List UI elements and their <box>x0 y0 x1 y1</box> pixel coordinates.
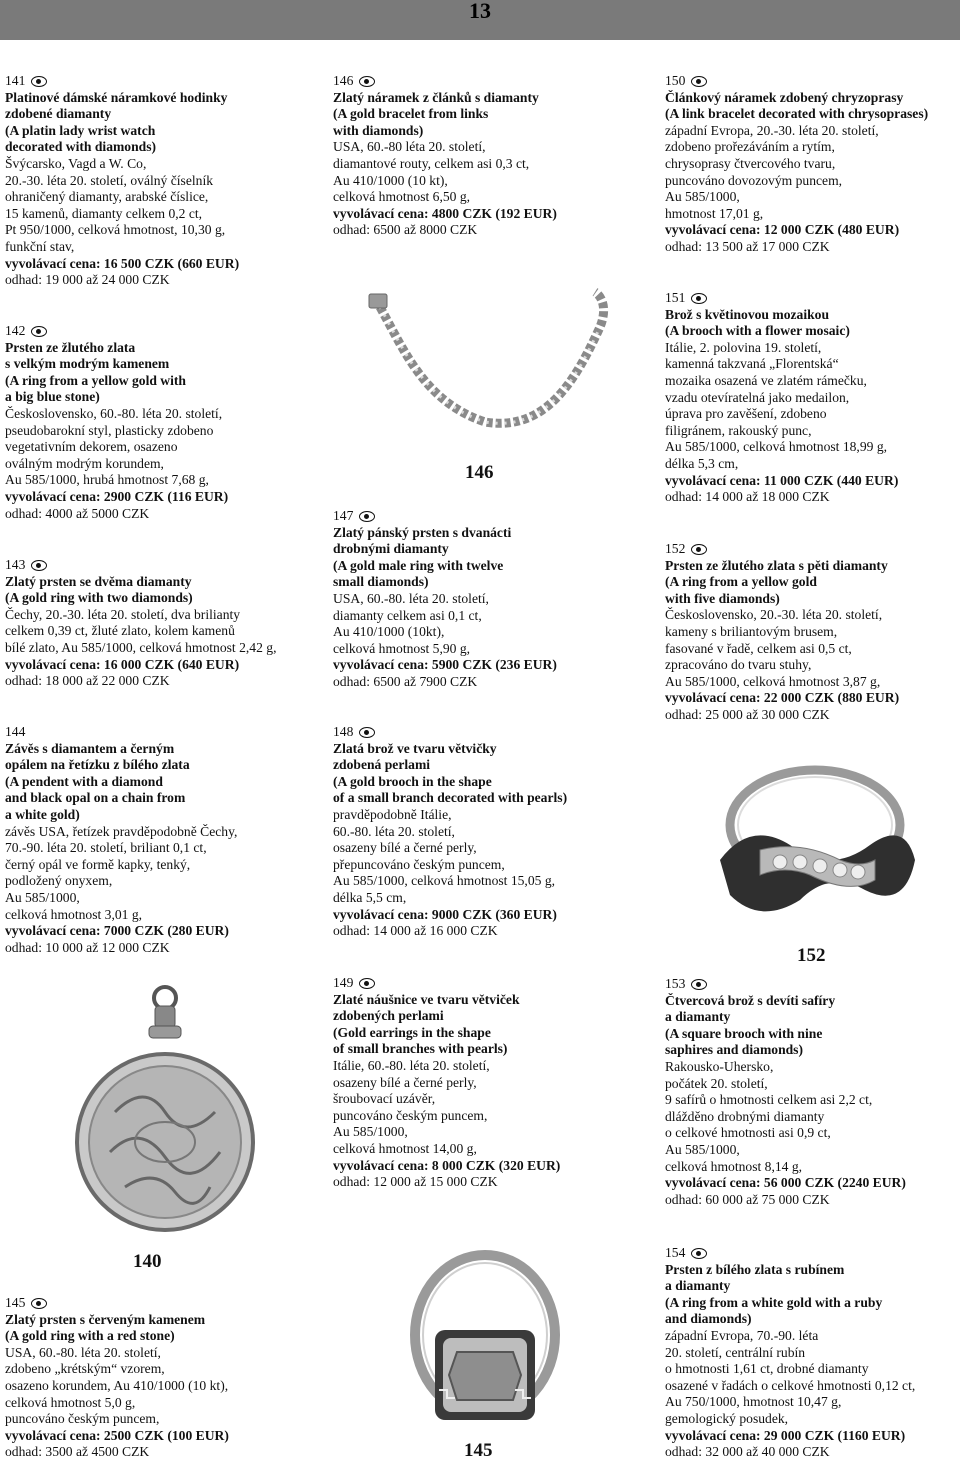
eye-icon <box>359 76 375 87</box>
lot-starting-price: vyvolávací cena: 11 000 CZK (440 EUR) <box>665 472 899 488</box>
lot-estimate: odhad: 12 000 až 15 000 CZK <box>333 1174 498 1190</box>
lot-starting-price: vyvolávací cena: 22 000 CZK (880 EUR) <box>665 690 900 706</box>
photo-caption: 152 <box>797 945 826 966</box>
lot-starting-price: vyvolávací cena: 12 000 CZK (480 EUR) <box>665 222 900 238</box>
lot-starting-price: vyvolávací cena: 56 000 CZK (2240 EUR) <box>665 1175 906 1191</box>
photo-caption: 145 <box>464 1440 493 1461</box>
photo-caption: 140 <box>133 1251 162 1272</box>
lot-description: Československo, 60.-80. léta 20. století, pseudobarokní styl, plasticky zdobeno vegetativním dekorem, osazeno oválným modrým korundem, Au 585/1000, hrubá hmotnost 7,68 g, <box>5 405 223 488</box>
lot-description: USA, 60.-80 léta 20. století, diamantové routy, celkem asi 0,3 ct, Au 410/1000 (10 kt), celková hmotnost 6,50 g, <box>333 139 530 205</box>
lot-description: Švýcarsko, Vagd a W. Co, 20.-30. léta 20. století, oválný číselník ohraničený diamanty, arabské číslice, 15 kamenů, diamanty celkem 0,2 ct, Pt 950/1000, celková hmotnost, 10,30 g, funkční stav, <box>5 155 226 254</box>
lot-description: Itálie, 2. polovina 19. století, kamenná takzvaná „Florentská“ mozaika osazená ve zlatém rámečku, vzadu otevíratelná jako medailon, úprava pro zavěšení, zdobeno filigránem, rakouský punc, Au 585/1000, celková hmotnost 18,99 g, délka 5,3 cm, <box>665 339 888 471</box>
lot-number: 146 <box>333 73 354 88</box>
lot-description: USA, 60.-80. léta 20. století, diamanty celkem asi 0,1 ct, Au 410/1000 (10kt), celková hmotnost 5,90 g, <box>333 590 489 656</box>
lot-152 <box>665 541 960 724</box>
lot-number: 142 <box>5 323 26 338</box>
lot-starting-price: vyvolávací cena: 7000 CZK (280 EUR) <box>5 923 229 939</box>
lot-description: USA, 60.-80. léta 20. století, zdobeno „krétským“ vzorem, osazeno korundem, Au 410/1000 (10 kt), celková hmotnost 5,0 g, puncováno českým puncem, <box>5 1344 229 1427</box>
lot-description: západní Evropa, 20.-30. léta 20. století, zdobeno prořezáváním a rytím, chrysoprasy čtvercového tvaru, puncováno dovozovým puncem, Au 585/1000, hmotnost 17,01 g, <box>665 122 879 221</box>
lot-number: 153 <box>665 976 686 991</box>
photo-caption: 146 <box>465 462 494 483</box>
lot-149 <box>333 975 638 1191</box>
lot-estimate: odhad: 18 000 až 22 000 CZK <box>5 673 170 689</box>
lot-starting-price: vyvolávací cena: 2500 CZK (100 EUR) <box>5 1427 229 1443</box>
eye-icon <box>691 293 707 304</box>
lot-title: Prsten ze žlutého zlata s velkým modrým kamenem (A ring from a yellow gold with a big blue stone) <box>5 339 186 405</box>
lot-153 <box>665 976 960 1208</box>
lot-estimate: odhad: 25 000 až 30 000 CZK <box>665 706 830 722</box>
lot-148 <box>333 724 638 940</box>
lot-estimate: odhad: 14 000 až 16 000 CZK <box>333 923 498 939</box>
lot-starting-price: vyvolávací cena: 9000 CZK (360 EUR) <box>333 906 557 922</box>
eye-icon <box>31 560 47 571</box>
lot-description: Československo, 20.-30. léta 20. století, kameny s briliantovým brusem, fasované v řadě, celkem asi 0,5 ct, zpracováno do tvaru stuhy, Au 585/1000, celková hmotnost 3,87 g, <box>665 607 883 689</box>
lot-154 <box>665 1245 960 1461</box>
lot-starting-price: vyvolávací cena: 16 000 CZK (640 EUR) <box>5 656 240 672</box>
lot-estimate: odhad: 3500 až 4500 CZK <box>5 1444 150 1460</box>
lot-number: 143 <box>5 557 26 572</box>
lot-starting-price: vyvolávací cena: 16 500 CZK (660 EUR) <box>5 255 240 271</box>
lot-estimate: odhad: 13 500 až 17 000 CZK <box>665 238 830 254</box>
eye-icon <box>691 979 707 990</box>
lot-estimate: odhad: 32 000 až 40 000 CZK <box>665 1444 830 1460</box>
lot-title: Zlatý prsten s červeným kamenem (A gold ring with a red stone) <box>5 1311 206 1344</box>
lot-number: 144 <box>5 724 26 739</box>
lot-title: Zlatý náramek z článků s diamanty (A gold bracelet from links with diamonds) <box>333 89 539 138</box>
eye-icon <box>691 76 707 87</box>
lot-estimate: odhad: 10 000 až 12 000 CZK <box>5 939 170 955</box>
lot-description: Čechy, 20.-30. léta 20. století, dva brilianty celkem 0,39 ct, žluté zlato, kolem kamenů bílé zlato, Au 585/1000, celková hmotnost 2,42 g, <box>5 606 277 655</box>
lot-estimate: odhad: 19 000 až 24 000 CZK <box>5 272 170 288</box>
ring-five-diamonds-photo <box>690 750 940 940</box>
eye-icon <box>31 326 47 337</box>
lot-description: západní Evropa, 70.-90. léta 20. století, centrální rubín o hmotnosti 1,61 ct, drobné diamanty osazené v řadách o celkové hmotnosti 0,12 ct, Au 750/1000, hmotnost 10,47 g, gemologický posudek, <box>665 1327 916 1426</box>
lot-description: Rakousko-Uhersko, počátek 20. století, 9 safírů o hmotnosti celkem asi 2,2 ct, dlážděno drobnými diamanty o celkové hmotnosti asi 0,9 ct, Au 585/1000, celková hmotnost 8,14 g, <box>665 1058 873 1174</box>
eye-icon <box>691 1248 707 1259</box>
lot-150 <box>665 73 960 256</box>
lot-number: 150 <box>665 73 686 88</box>
lot-title: Článkový náramek zdobený chryzoprasy (A link bracelet decorated with chrysoprases) <box>665 89 929 122</box>
lot-title: Prsten z bílého zlata s rubínem a diamanty (A ring from a white gold with a ruby and diamonds) <box>665 1261 883 1327</box>
lot-number: 145 <box>5 1295 26 1310</box>
lot-title: Závěs s diamantem a černým opálem na řetízku z bílého zlata (A pendent with a diamond and black opal on a chain from a white gold) <box>5 740 190 822</box>
lot-title: Zlatý pánský prsten s dvanácti drobnými diamanty (A gold male ring with twelve small diamonds) <box>333 524 512 590</box>
pocket-watch-photo <box>75 982 255 1247</box>
lot-title: Brož s květinovou mozaikou (A brooch with a flower mosaic) <box>665 306 850 339</box>
lot-143 <box>5 557 310 690</box>
lot-number: 147 <box>333 508 354 523</box>
lot-number: 154 <box>665 1245 686 1260</box>
lot-starting-price: vyvolávací cena: 8 000 CZK (320 EUR) <box>333 1157 561 1173</box>
lot-description: Itálie, 60.-80. léta 20. století, osazeny bílé a černé perly, šroubovací uzávěr, puncováno českým puncem, Au 585/1000, celková hmotnost 14,00 g, <box>333 1057 490 1156</box>
lot-estimate: odhad: 4000 až 5000 CZK <box>5 505 150 521</box>
eye-icon <box>359 978 375 989</box>
lot-title: Prsten ze žlutého zlata s pěti diamanty (A ring from a yellow gold with five diamonds) <box>665 557 888 606</box>
eye-icon <box>31 76 47 87</box>
lot-142 <box>5 323 310 522</box>
bracelet-photo <box>345 272 635 452</box>
lot-number: 149 <box>333 975 354 990</box>
eye-icon <box>691 544 707 555</box>
lot-starting-price: vyvolávací cena: 2900 CZK (116 EUR) <box>5 488 229 504</box>
lot-estimate: odhad: 6500 až 8000 CZK <box>333 222 478 238</box>
lot-starting-price: vyvolávací cena: 29 000 CZK (1160 EUR) <box>665 1427 906 1443</box>
lot-estimate: odhad: 60 000 až 75 000 CZK <box>665 1191 830 1207</box>
lot-estimate: odhad: 14 000 až 18 000 CZK <box>665 489 830 505</box>
lot-number: 152 <box>665 541 686 556</box>
lot-title: Zlaté náušnice ve tvaru větviček zdobených perlami (Gold earrings in the shape of small branches with pearls) <box>333 991 520 1057</box>
lot-number: 151 <box>665 290 686 305</box>
page-number: 13 <box>469 0 491 23</box>
ring-red-stone-photo <box>395 1240 575 1440</box>
lot-description: pravděpodobně Itálie, 60.-80. léta 20. století, osazeny bílé a černé perly, přepuncováno českým puncem, Au 585/1000, celková hmotnost 15,05 g, délka 5,5 cm, <box>333 806 556 905</box>
lot-145 <box>5 1295 310 1461</box>
lot-151 <box>665 290 960 506</box>
lot-number: 148 <box>333 724 354 739</box>
lot-starting-price: vyvolávací cena: 5900 CZK (236 EUR) <box>333 657 557 673</box>
eye-icon <box>31 1298 47 1309</box>
lot-144 <box>5 724 310 956</box>
lot-141 <box>5 73 310 289</box>
eye-icon <box>359 511 375 522</box>
lot-title: Zlatý prsten se dvěma diamanty (A gold ring with two diamonds) <box>5 573 193 606</box>
lot-title: Zlatá brož ve tvaru větvičky zdobená perlami (A gold brooch in the shape of a small branch decorated with pearls) <box>333 740 568 806</box>
eye-icon <box>359 727 375 738</box>
lot-147 <box>333 508 638 691</box>
lot-description: závěs USA, řetízek pravděpodobně Čechy, 70.-90. léta 20. století, briliant 0,1 ct, černý opál ve formě kapky, tenký, podložený onyxem, Au 585/1000, celková hmotnost 3,01 g, <box>5 823 238 922</box>
lot-title: Čtvercová brož s devíti safíry a diamanty (A square brooch with nine saphires and diamonds) <box>665 992 836 1058</box>
lot-146 <box>333 73 638 239</box>
lot-number: 141 <box>5 73 26 88</box>
lot-estimate: odhad: 6500 až 7900 CZK <box>333 673 478 689</box>
lot-title: Platinové dámské náramkové hodinky zdobené diamanty (A platin lady wrist watch decorated with diamonds) <box>5 89 228 155</box>
lot-starting-price: vyvolávací cena: 4800 CZK (192 EUR) <box>333 205 557 221</box>
